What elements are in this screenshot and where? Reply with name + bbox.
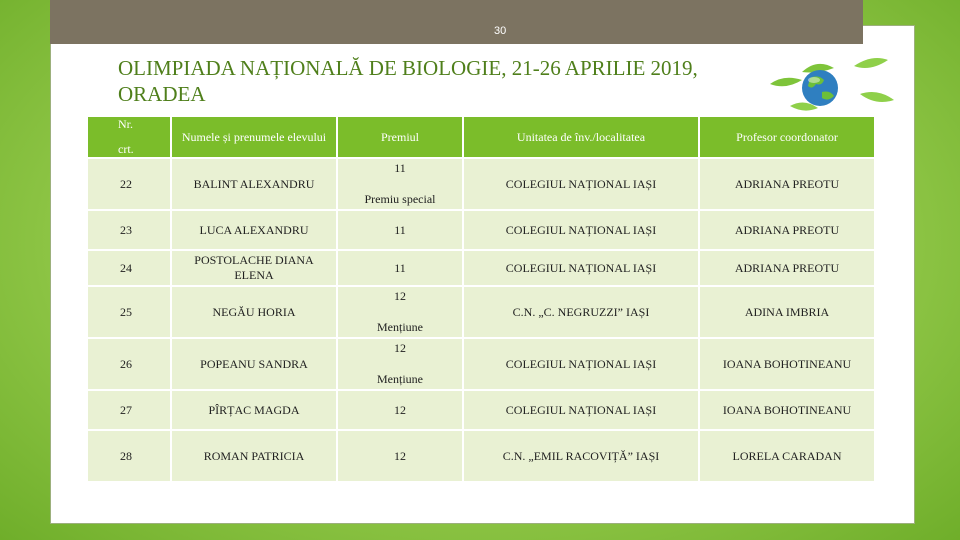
prize-value: 12 [394,289,406,303]
prize-note: Mențiune [377,372,423,386]
cell-nr: 27 [88,391,170,429]
cell-school: COLEGIUL NAȚIONAL IAȘI [462,339,698,389]
cell-teacher: ADINA IMBRIA [698,287,874,337]
cell-school: COLEGIUL NAȚIONAL IAȘI [462,159,698,209]
cell-name: BALINT ALEXANDRU [170,159,336,209]
prize-value: 12 [394,341,406,355]
page-title: OLIMPIADA NAȚIONALĂ DE BIOLOGIE, 21-26 APRILIE 2019, ORADEA [118,56,698,106]
cell-school: C.N. „EMIL RACOVIȚĂ” IAȘI [462,431,698,481]
cell-nr: 28 [88,431,170,481]
prize-note: Mențiune [377,320,423,334]
header-nr-line2: crt. [118,142,134,156]
cell-teacher: ADRIANA PREOTU [698,159,874,209]
prize-note: Premiu special [364,192,436,206]
cell-school: COLEGIUL NAȚIONAL IAȘI [462,251,698,285]
cell-teacher: ADRIANA PREOTU [698,251,874,285]
table-row [88,159,874,209]
leaf-icon [770,78,802,87]
cell-nr: 26 [88,339,170,389]
cell-prize: 12 [336,391,462,429]
cell-prize: 11 [336,251,462,285]
cell-school: COLEGIUL NAȚIONAL IAȘI [462,211,698,249]
earth-globe-icon [762,50,902,122]
slide-number: 30 [494,25,507,37]
cell-prize [336,159,462,209]
cell-prize [336,287,462,337]
cell-name: NEGĂU HORIA [170,287,336,337]
cell-nr: 24 [88,251,170,285]
header-nr-line1: Nr. [118,117,133,131]
table-row [88,211,874,249]
leaf-icon [860,92,894,102]
cell-prize: 12 [336,431,462,481]
header-school: Unitatea de înv./localitatea [462,117,698,157]
header-prize: Premiul [336,117,462,157]
cell-name: LUCA ALEXANDRU [170,211,336,249]
cell-teacher: IOANA BOHOTINEANU [698,339,874,389]
leaf-icon [854,58,888,68]
table-row [88,431,874,481]
cell-teacher: IOANA BOHOTINEANU [698,391,874,429]
table-row [88,339,874,389]
cell-school: C.N. „C. NEGRUZZI” IAȘI [462,287,698,337]
cell-nr: 25 [88,287,170,337]
cell-name: ROMAN PATRICIA [170,431,336,481]
table-row [88,287,874,337]
cell-name: POPEANU SANDRA [170,339,336,389]
cell-teacher: ADRIANA PREOTU [698,211,874,249]
table-row [88,251,874,285]
cell-nr: 22 [88,159,170,209]
top-bar [50,0,863,44]
cell-teacher: LORELA CARADAN [698,431,874,481]
cell-prize: 11 [336,211,462,249]
cell-name: POSTOLACHE DIANA ELENA [170,251,336,285]
cell-prize [336,339,462,389]
table-header-row [88,117,874,157]
header-nr [88,117,170,157]
header-teacher: Profesor coordonator [698,117,874,157]
table-row [88,391,874,429]
results-table [88,115,874,483]
cell-school: COLEGIUL NAȚIONAL IAȘI [462,391,698,429]
prize-value: 11 [394,161,406,175]
header-name: Numele și prenumele elevului [170,117,336,157]
cell-name: PÎRȚAC MAGDA [170,391,336,429]
cell-nr: 23 [88,211,170,249]
